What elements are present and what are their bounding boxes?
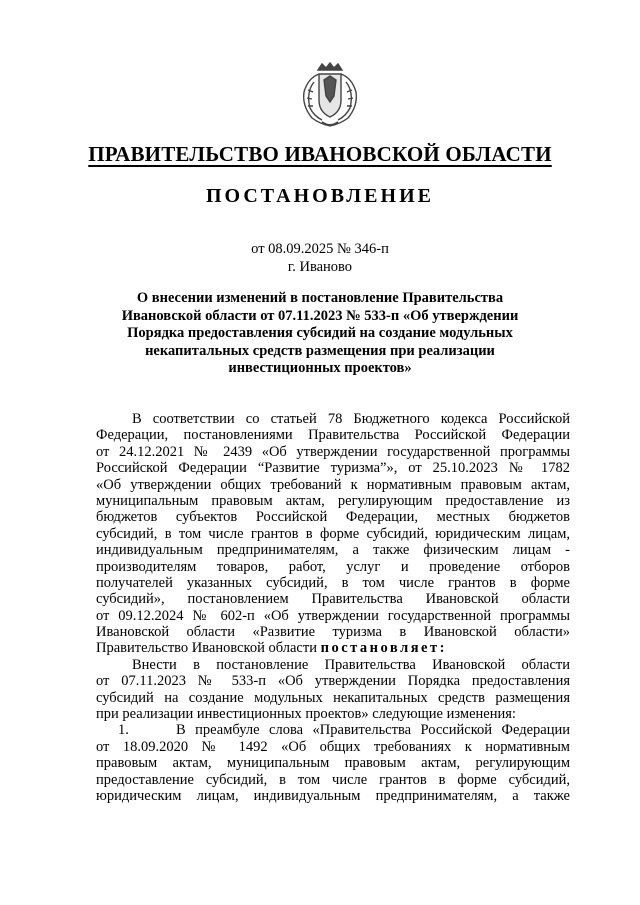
title-line: О внесении изменений в постановление Правительства — [136, 290, 504, 306]
body-line: «Об утверждении общих требований к нормативным правовым актам, — [96, 476, 570, 493]
body-line: Российской Федерации “Развитие туризма”», от 25.10.2023 № 1782 — [96, 460, 570, 477]
body-line: субсидий», постановлением Правительства Ивановской области — [96, 591, 570, 608]
document-body — [96, 411, 570, 804]
decree-subject: Правительство Ивановской области — [96, 640, 321, 657]
body-line: от 24.12.2021 № 2439 «Об утверждении государственной программы — [96, 443, 570, 460]
document-title — [120, 290, 520, 378]
body-line: индивидуальным предпринимателям, а также физическим лицам - — [96, 542, 570, 559]
item-number: 1. — [118, 722, 129, 739]
date-number: от 08.09.2025 № 346-п — [251, 241, 389, 257]
body-line: Внести в постановление Правительства Ивановской области — [132, 656, 570, 673]
body-line: Ивановской области «Развитие туризма в Ивановской области» — [96, 624, 570, 641]
title-line: Порядка предоставления субсидий на создание модульных — [127, 325, 513, 341]
body-line: производителям товаров, работ, услуг и проведение отборов — [96, 558, 570, 575]
body-line: при реализации инвестиционных проектов» следующие изменения: — [96, 706, 516, 723]
organization-name: ПРАВИТЕЛЬСТВО ИВАНОВСКОЙ ОБЛАСТИ — [88, 142, 552, 166]
body-line: субсидий, в том числе грантов в форме субсидий, юридическим лицам, — [96, 525, 570, 542]
title-line: инвестиционных проектов» — [228, 360, 412, 376]
document-number-block — [0, 240, 640, 276]
body-line: Федерации, постановлениями Правительства Российской Федерации — [96, 427, 570, 444]
body-line: юридическим лицам, индивидуальным предпринимателям, а также — [96, 787, 570, 804]
body-line: предоставление субсидий, в том числе грантов в форме субсидий, — [96, 771, 570, 788]
decree-word: постановляет — [320, 640, 440, 657]
body-line: от 09.12.2024 № 602-п «Об утверждении государственной программы — [96, 607, 570, 624]
title-line: некапитальных средств размещения при реализации — [145, 342, 495, 359]
body-line: В соответствии со статьей 78 Бюджетного кодекса Российской — [132, 411, 570, 427]
document-type: ПОСТАНОВЛЕНИЕ — [206, 185, 434, 207]
body-line: получателей указанных субсидий, в том числе грантов в форме — [96, 574, 570, 591]
body-line: от 07.11.2023 № 533-п «Об утверждении Порядка предоставления — [96, 673, 570, 690]
body-line: муниципальным правовым актам, регулирующим предоставление из — [96, 492, 570, 509]
city: г. Иваново — [287, 259, 353, 275]
body-line: субсидий на создание модульных некапитальных средств размещения — [96, 689, 570, 706]
coat-of-arms-emblem — [296, 62, 364, 130]
title-line: Ивановской области от 07.11.2023 № 533-п «Об утверждении — [121, 307, 519, 324]
body-line: бюджетов субъектов Российской Федерации, местных бюджетов — [96, 509, 570, 526]
body-line: правовым актам, муниципальным правовым актам, регулирующим — [96, 755, 570, 772]
item-1-first-line — [96, 722, 570, 738]
decree-colon: : — [439, 640, 445, 657]
body-line: от 18.09.2020 № 1492 «Об общих требованиях к нормативным — [96, 738, 570, 755]
item-text: В преамбуле слова «Правительства Российской Федерации — [176, 722, 570, 739]
decree-line — [96, 640, 570, 656]
